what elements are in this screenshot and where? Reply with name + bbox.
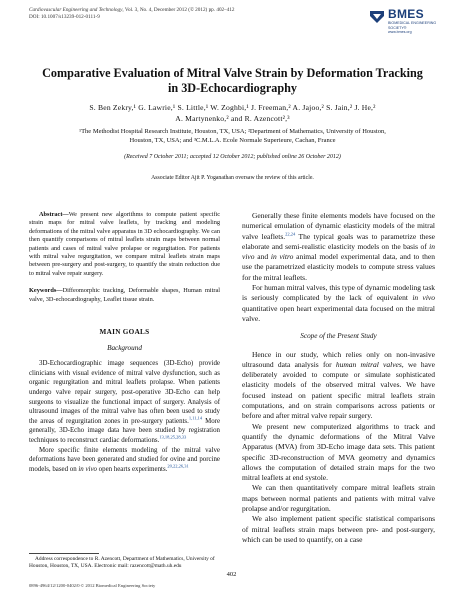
abstract bbox=[29, 211, 220, 278]
received-dates: (Received 7 October 2011; accepted 12 October 2012; published online 26 October 2012) bbox=[124, 154, 341, 160]
logo-url: www.bmes.org bbox=[388, 30, 412, 34]
paragraph: We also implement patient specific statistical comparisons of mitral leaflets strain maps between pre- and post-surgery, which can be used to quantify, on a case bbox=[242, 514, 435, 544]
keywords bbox=[29, 287, 220, 304]
citation-link[interactable]: 22,24 bbox=[285, 231, 296, 237]
bmes-logo bbox=[368, 6, 438, 32]
subsection-scope: Scope of the Present Study bbox=[300, 332, 377, 341]
paragraph: We can then quantitatively compare mitral leaflets strain maps between normal patients and patients with mitral valve prolapse and/or regurgitation. bbox=[242, 483, 435, 514]
authors-line-1: S. Ben Zekry,¹ G. Lawrie,¹ S. Little,¹ W. Zoghbi,¹ J. Freeman,² A. Jajoo,² S. Jain,² J. He,² bbox=[89, 103, 376, 112]
running-header bbox=[29, 7, 235, 21]
logo-name: BMES bbox=[388, 7, 424, 21]
left-column bbox=[29, 211, 220, 474]
abstract-text: We present new algorithms to compute patient specific strain maps for mitral valve leaflets, by tracking and modeling deformations of the mitral valve apparatus in 3D echocardiography. We can then quantify comparisons of mitral leaflets strain maps between normal patients and cases of mitral valve prolapse or regurgitation. For patients with mitral valve regurgitation, we compare mitral leaflets strain maps between pre-surgery and post-surgery, to quantify the strain reduction due to mitral valve repair surgery. bbox=[29, 211, 220, 277]
affiliations-line-1: ¹The Methodist Hospital Research Institute, Houston, TX, USA; ²Department of Mathematics, University of Houston, bbox=[79, 128, 386, 135]
footnote-divider bbox=[29, 553, 99, 554]
page-number: 402 bbox=[226, 571, 237, 578]
paragraph: 3D-Echocardiographic image sequences (3D-Echo) provide clinicians with visual evidence of mitral valve dysfunction, such as organic regurgitation and mitral leaflets prolapse. When patients undergo valve repair surgery, post-operative 3D-Echo can help surgeons to visualize the functional impact of surgery. Analysis of ultrasound images of the mitral valve has often been used to study the areas of regurgitation zones in pre-surgery patients.$^{1,11,14}$ More generally, 3D-Echo image data have been studied by registration techniques to reconstruct cardiac deformations.$^{13,18,25,28,33}$ bbox=[29, 360, 221, 444]
section-heading: MAIN GOALS bbox=[99, 328, 150, 337]
subsection-background: Background bbox=[107, 343, 142, 352]
author-list bbox=[40, 102, 425, 124]
affiliations-line-2: Houston, TX, USA; and ³C.M.L.A. Ecole Normale Superieure, Cachan, France bbox=[129, 136, 336, 144]
citation-link[interactable]: 1,11,14 bbox=[188, 415, 203, 421]
paragraph: We present new computerized algorithms to track and quantify the dynamic deformations of the Mitral Valve Apparatus (MVA) from 3D-Echo image data sets. This patient specific 3D-reconstruction of MVA geometry and dynamics allows the computation of detailed strain maps for the two mitral leaflets at end systole. bbox=[242, 421, 435, 483]
keywords-label: Keywords— bbox=[29, 287, 63, 295]
affiliations bbox=[40, 128, 425, 145]
abstract-label: Abstract— bbox=[39, 211, 69, 218]
paragraph: More specific finite elements modeling of the mitral valve deformations have been generated and studied for ovine and porcine models, based on in vivo open hearts experiments.$^{20,22,26,31}$ bbox=[29, 446, 220, 473]
right-column bbox=[242, 211, 435, 545]
journal-name: Cardiovascular Engineering and Technology bbox=[29, 7, 123, 13]
issue-info: , Vol. 3, No. 4, December 2012 (© 2012) pp. 402–412 bbox=[122, 7, 235, 13]
bmes-mark-icon bbox=[368, 8, 386, 26]
article-title: Comparative Evaluation of Mitral Valve Strain by Deformation Tracking in 3D-Echocardiography bbox=[42, 66, 423, 95]
citation-link[interactable]: 20,22,26,31 bbox=[167, 463, 189, 469]
logo-society: BIOMEDICAL ENGINEERING SOCIETY® bbox=[388, 21, 437, 30]
paragraph: Hence in our study, which relies only on non-invasive ultrasound data analysis for human mitral valves, we have deliberately avoided to compute or simulate sophisticated elasticity models of the observed mitral valves. We have focused instead on patient specific mitral leaflets strain computations, and on strain comparisons across patients or before and after mitral valve repair surgery. bbox=[242, 349, 435, 421]
logo-subtitle bbox=[388, 21, 440, 35]
authors-line-2: A. Martynenko,² and R. Azencott²,³ bbox=[175, 114, 290, 123]
paragraph: For human mitral valves, this type of dynamic modeling task is seriously complicated by the lack of equivalent in vivo quantitative open heart experimental data focused on the mitral valve. bbox=[242, 283, 436, 323]
associate-editor-note: Associate Editor Ajit P. Yoganathan oversaw the review of this article. bbox=[151, 175, 314, 181]
doi: DOI: 10.1007/s13239-012-0111-9 bbox=[29, 14, 100, 20]
keywords-text: Diffeomorphic tracking, Deformable shapes, Human mitral valve, 3D-echocardiography, Leaflet tissue strain. bbox=[29, 287, 220, 303]
citation-link[interactable]: 13,18,25,28,33 bbox=[159, 434, 187, 440]
correspondence-footnote: Address correspondence to R. Azencott, Department of Mathematics, University of Houston, Houston, TX, USA. Electronic mail: razencott@math.uh.edu bbox=[29, 556, 215, 569]
copyright-line: 0896-4964/12/1200-0402/0 © 2012 Biomedical Engineering Society bbox=[29, 583, 156, 588]
paragraph: Generally these finite elements models have focused on the numerical emulation of dynamic elasticity models of the mitral valve leaflets.$^{22,24}$ The typical goals was to parametrize these elaborate and semi-realistic elasticity models on the basis of in vivo and in vitro animal model experimental data, and to then use the parametrized elasticity models to compute stress values for the mitral leaflets. bbox=[242, 211, 435, 282]
